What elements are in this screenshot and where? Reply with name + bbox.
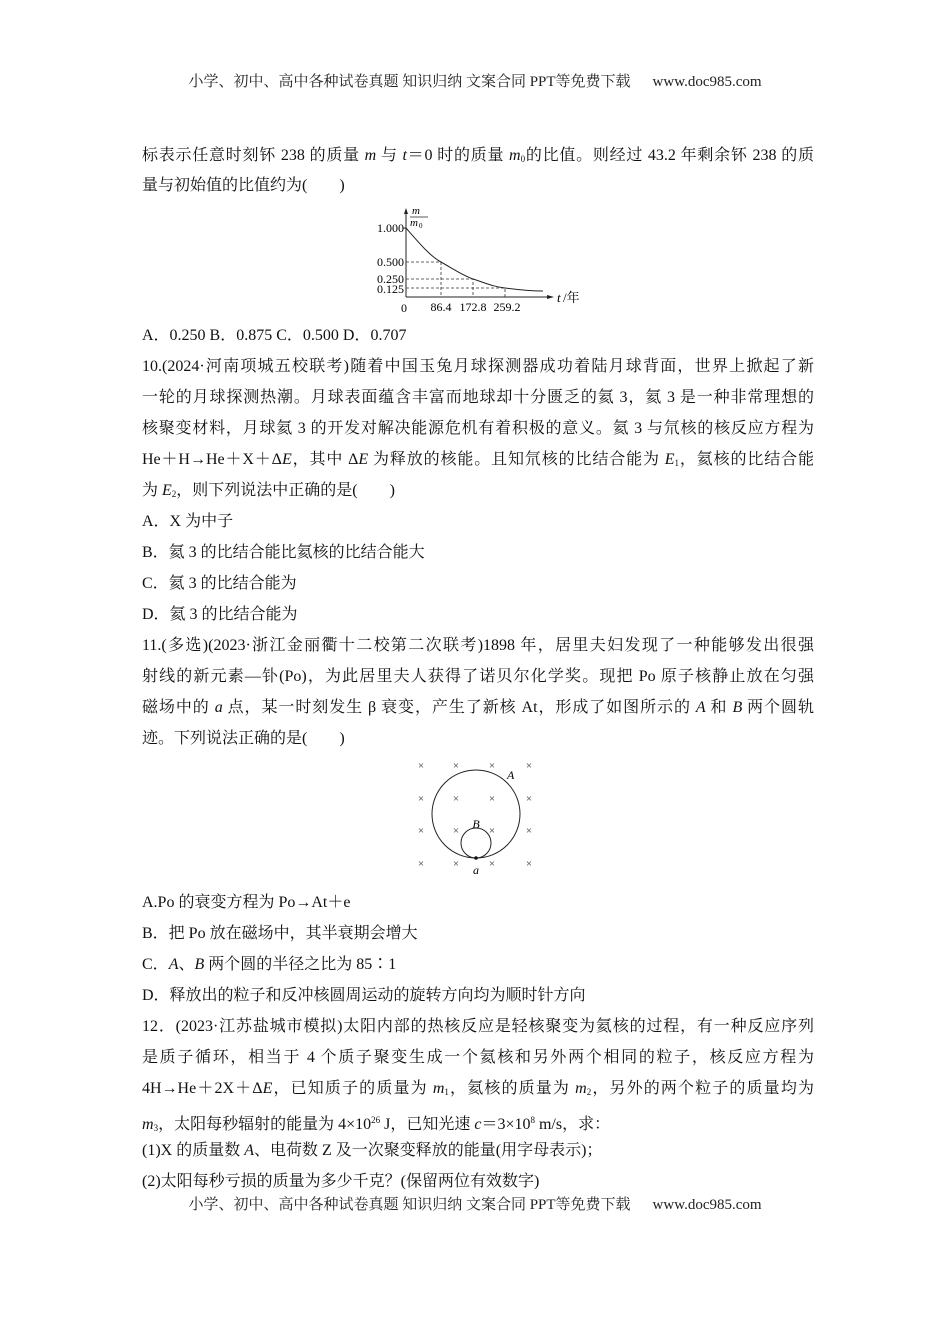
q10-option-b: B．氦 3 的比结合能比氦核的比结合能大 xyxy=(142,544,425,561)
decay-curve xyxy=(406,228,543,291)
decay-chart xyxy=(355,200,595,318)
q12-sub2: (2)太阳每秒亏损的质量为多少千克？(保留两位有效数字) xyxy=(142,1173,540,1190)
svg-text:A: A xyxy=(507,768,515,782)
svg-text:172.8: 172.8 xyxy=(459,300,487,314)
svg-text:×: × xyxy=(417,858,425,870)
q10-line5: 为 $E_2$，则下列说法中正确的是( ) xyxy=(142,482,395,499)
q11-line3: 磁场中的 a 点，某一时刻发生 β 衰变，产生了新核 At，形成了如图所示的 A 和 B 两个圆轨 xyxy=(142,699,814,716)
svg-text:×: × xyxy=(525,858,533,870)
svg-text:×: × xyxy=(488,825,496,837)
svg-text:m: m xyxy=(410,217,418,229)
footer-banner-text: 小学、初中、高中各种试卷真题 知识归纳 文案合同 PPT等免费下载 xyxy=(188,1197,631,1213)
q10-line2: 一轮的月球探测热潮。月球表面蕴含丰富而地球却十分匮乏的氦 3，氦 3 是一种非常理想的 xyxy=(142,389,814,406)
q12-sub1: (1)X 的质量数 A、电荷数 Z 及一次聚变释放的能量(用字母表示)； xyxy=(142,1142,603,1159)
footer-banner-site[interactable]: www.doc985.com xyxy=(652,1197,762,1213)
svg-text:259.2: 259.2 xyxy=(493,300,521,314)
svg-text:B: B xyxy=(472,817,480,831)
svg-text:×: × xyxy=(488,858,496,870)
svg-text:×: × xyxy=(488,760,496,772)
q11-option-c: C．A、B 两个圆的半径之比为 85∶1 xyxy=(142,956,397,973)
q12-line3: 4H→He＋2X＋ΔE，已知质子的质量为 $m_1$，氦核的质量为 $m_2$，另外的两个粒子的质量均为 xyxy=(142,1080,814,1097)
q11-line4: 迹。下列说法正确的是( ) xyxy=(142,730,345,747)
svg-text:×: × xyxy=(417,793,425,805)
svg-text:×: × xyxy=(452,760,460,772)
q10-line4: He＋H→He＋X＋ΔE，其中 ΔE 为释放的核能。且知氘核的比结合能为 $E_1$，氦核的比结合能 xyxy=(142,451,814,468)
q11-option-d: D．释放出的粒子和反冲核圆周运动的旋转方向均为顺时针方向 xyxy=(142,987,586,1004)
orbit-a xyxy=(432,770,520,858)
x-axis-arrow-icon xyxy=(547,295,554,299)
svg-text:×: × xyxy=(525,760,533,772)
svg-text:1.000: 1.000 xyxy=(377,221,404,235)
orbit-b xyxy=(461,828,491,858)
svg-text:/年: /年 xyxy=(563,290,580,305)
svg-text:0.500: 0.500 xyxy=(377,255,404,269)
q10-option-a: A．X 为中子 xyxy=(142,513,234,530)
q11-option-b: B．把 Po 放在磁场中，其半衰期会增大 xyxy=(142,925,418,942)
svg-text:0: 0 xyxy=(419,222,423,230)
footer-banner xyxy=(0,1193,950,1214)
y-axis-arrow-icon xyxy=(404,208,408,214)
svg-text:×: × xyxy=(525,825,533,837)
q11-line1: 11.(多选)(2023·浙江金丽衢十二校第二次联考)1898 年，居里夫妇发现了一种能够发出很强 xyxy=(142,637,814,654)
svg-text:×: × xyxy=(488,793,496,805)
q10-line3: 核聚变材料，月球氦 3 的开发对解决能源危机有着积极的意义。氦 3 与氘核的核反应方程为 xyxy=(142,420,814,437)
header-banner-text: 小学、初中、高中各种试卷真题 知识归纳 文案合同 PPT等免费下载 xyxy=(188,74,631,90)
magnetic-field-diagram xyxy=(405,755,555,880)
cross-icon-grid xyxy=(418,760,532,870)
svg-text:×: × xyxy=(452,858,460,870)
guide-lines xyxy=(406,262,505,297)
svg-text:86.4: 86.4 xyxy=(430,300,452,314)
q9-line2: 量与初始值的比值约为( ) xyxy=(142,177,345,194)
svg-text:t: t xyxy=(557,290,561,305)
q12-line2: 是质子循环，相当于 4 个质子聚变生成一个氦核和另外两个相同的粒子，核反应方程为 xyxy=(142,1049,814,1066)
q11-line2: 射线的新元素—钋(Po)，为此居里夫人获得了诺贝尔化学奖。现把 Po 原子核静止放在匀强 xyxy=(142,668,814,685)
svg-text:×: × xyxy=(417,825,425,837)
svg-text:a: a xyxy=(473,863,479,877)
header-banner xyxy=(0,70,950,91)
q10-option-d: D．氦 3 的比结合能为 xyxy=(142,606,298,623)
q10-line1: 10.(2024·河南项城五校联考)随着中国玉兔月球探测器成功着陆月球背面，世界上掀起了新 xyxy=(142,358,814,375)
header-banner-site[interactable]: www.doc985.com xyxy=(652,74,762,90)
q11-option-a: A.Po 的衰变方程为 Po→At＋e xyxy=(142,894,351,911)
svg-text:×: × xyxy=(417,760,425,772)
svg-text:0: 0 xyxy=(401,301,407,315)
q9-options: A．0.250 B．0.875 C．0.500 D．0.707 xyxy=(142,327,407,344)
svg-text:0.125: 0.125 xyxy=(377,282,404,296)
svg-text:m: m xyxy=(412,205,420,217)
q12-line4: $m_3$，太阳每秒辐射的能量为 $4\times 10^{26}$ J，已知光速 $c=3\times 10^8$ m/s，求： xyxy=(142,1115,611,1133)
svg-text:×: × xyxy=(452,793,460,805)
q12-line1: 12．(2023·江苏盐城市模拟)太阳内部的热核反应是轻核聚变为氦核的过程，有一种反应序列 xyxy=(142,1018,814,1035)
point-a xyxy=(474,856,478,860)
q10-option-c: C．氦 3 的比结合能为 xyxy=(142,575,297,592)
svg-text:×: × xyxy=(525,793,533,805)
svg-text:0.250: 0.250 xyxy=(377,272,404,286)
q9-line1: 标表示任意时刻钚 238 的质量 m 与 t＝0 时的质量 $m_0$的比值。则经过 43.2 年剩余钚 238 的质 xyxy=(142,147,814,164)
svg-text:×: × xyxy=(452,825,460,837)
